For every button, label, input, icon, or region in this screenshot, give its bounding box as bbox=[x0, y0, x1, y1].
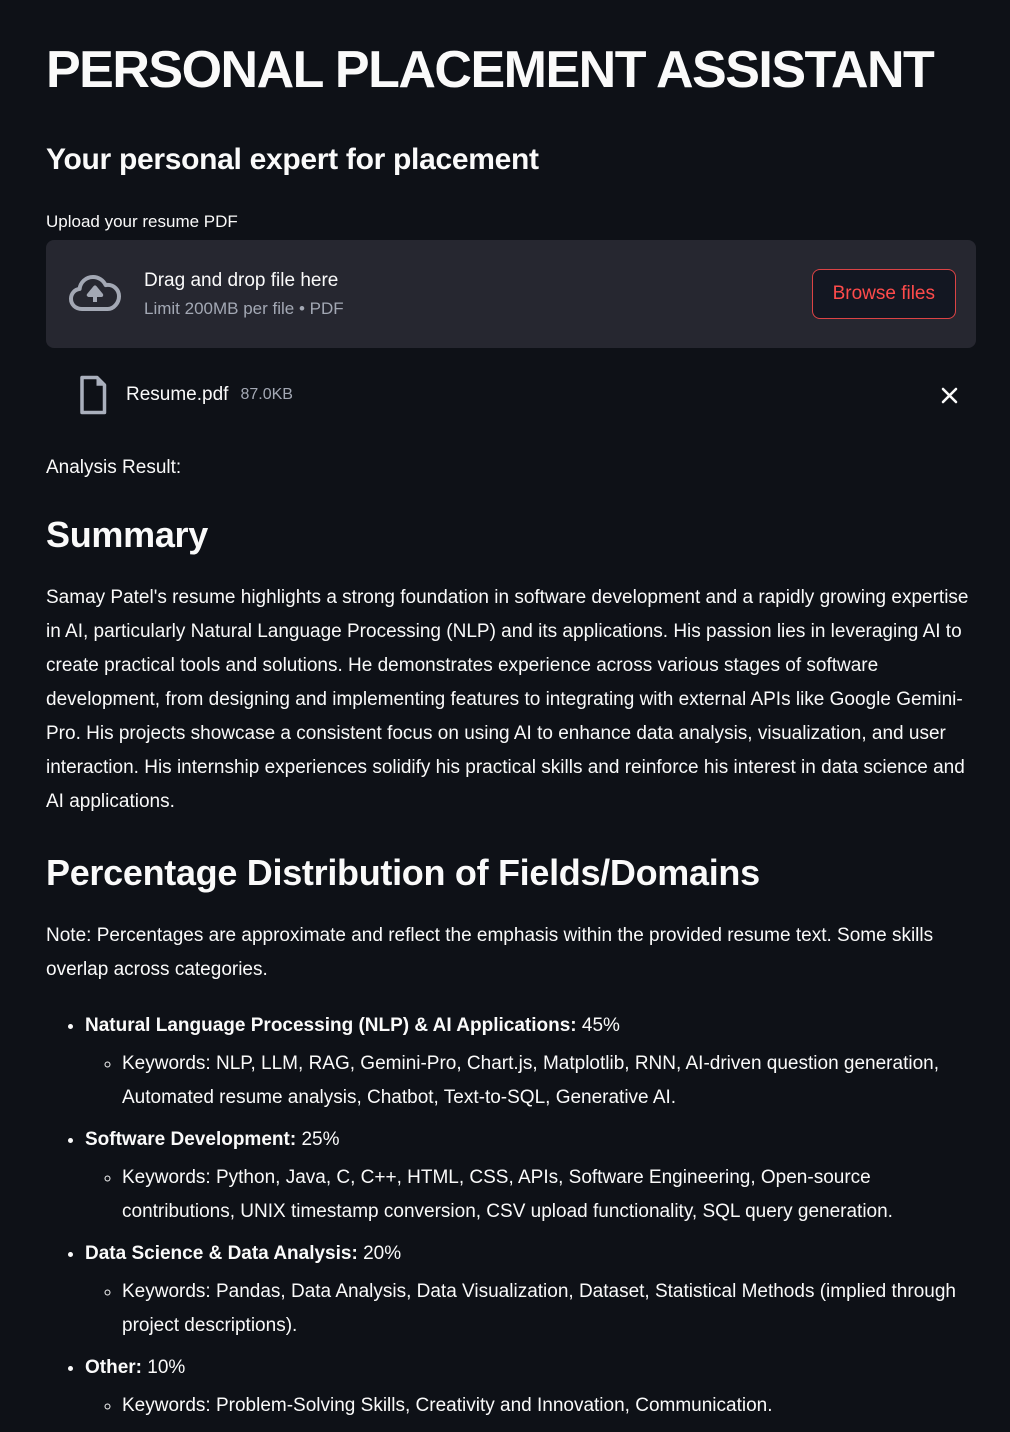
distribution-heading: Percentage Distribution of Fields/Domains bbox=[46, 852, 760, 893]
page-title: PERSONAL PLACEMENT ASSISTANT bbox=[46, 41, 934, 99]
keywords-item: ◦ Keywords: Python, Java, C, C++, HTML, CSS, APIs, Software Engineering, Open-source contributions, UNIX timestamp conversion, CSV upload functionality, SQL query generation. bbox=[122, 1161, 976, 1229]
file-dropzone[interactable] bbox=[46, 240, 976, 348]
keywords-item: ◦ Keywords: Problem-Solving Skills, Creativity and Innovation, Communication. bbox=[122, 1389, 976, 1423]
browse-files-button[interactable]: Browse files bbox=[812, 269, 956, 319]
list-item bbox=[85, 1123, 976, 1229]
distribution-list bbox=[46, 1009, 976, 1423]
dropzone-limit-hint: Limit 200MB per file • PDF bbox=[144, 298, 344, 318]
field-value: 20% bbox=[363, 1243, 402, 1264]
page-subtitle: Your personal expert for placement bbox=[46, 143, 539, 176]
list-item bbox=[85, 1009, 976, 1115]
analysis-result-label: Analysis Result: bbox=[46, 457, 182, 478]
summary-heading: Summary bbox=[46, 514, 208, 555]
close-icon[interactable] bbox=[935, 381, 964, 410]
field-value: 45% bbox=[581, 1015, 620, 1036]
field-label: Natural Language Processing (NLP) & AI Applications: bbox=[85, 1015, 577, 1036]
list-item bbox=[85, 1351, 976, 1423]
summary-paragraph: Samay Patel's resume highlights a strong foundation in software development and a rapidly growing expertise in AI, particularly Natural Language Processing (NLP) and its applications. His passion lies in leveraging AI to create practical tools and solutions. He demonstrates experience across various stages of software development, from designing and implementing features to integrating with external APIs like Google Gemini-Pro. His projects showcase a consistent focus on using AI to enhance data analysis, visualization, and user interaction. His internship experiences solidify his practical skills and reinforce his interest in data science and AI applications. bbox=[46, 587, 969, 812]
field-value: 10% bbox=[147, 1357, 186, 1378]
uploaded-file-row bbox=[46, 365, 976, 425]
uploader-label: Upload your resume PDF bbox=[46, 212, 238, 231]
field-label: Data Science & Data Analysis: bbox=[85, 1243, 358, 1264]
field-value: 25% bbox=[301, 1129, 340, 1150]
file-icon bbox=[78, 375, 108, 415]
cloud-upload-icon bbox=[68, 271, 122, 317]
dropzone-instructions bbox=[144, 270, 344, 319]
uploaded-file-name: Resume.pdf bbox=[126, 384, 229, 405]
field-label: Other: bbox=[85, 1357, 142, 1378]
keywords-item: ◦ Keywords: NLP, LLM, RAG, Gemini-Pro, Chart.js, Matplotlib, RNN, AI-driven question generation, Automated resume analysis, Chatbot, Text-to-SQL, Generative AI. bbox=[122, 1047, 976, 1115]
dropzone-title: Drag and drop file here bbox=[144, 269, 339, 291]
distribution-note: Note: Percentages are approximate and reflect the emphasis within the provided resume text. Some skills overlap across categories. bbox=[46, 925, 934, 980]
uploaded-file-size: 87.0KB bbox=[240, 386, 293, 403]
list-item bbox=[85, 1237, 976, 1343]
field-label: Software Development: bbox=[85, 1129, 297, 1150]
keywords-item: ◦ Keywords: Pandas, Data Analysis, Data Visualization, Dataset, Statistical Methods (implied through project descriptions). bbox=[122, 1275, 976, 1343]
